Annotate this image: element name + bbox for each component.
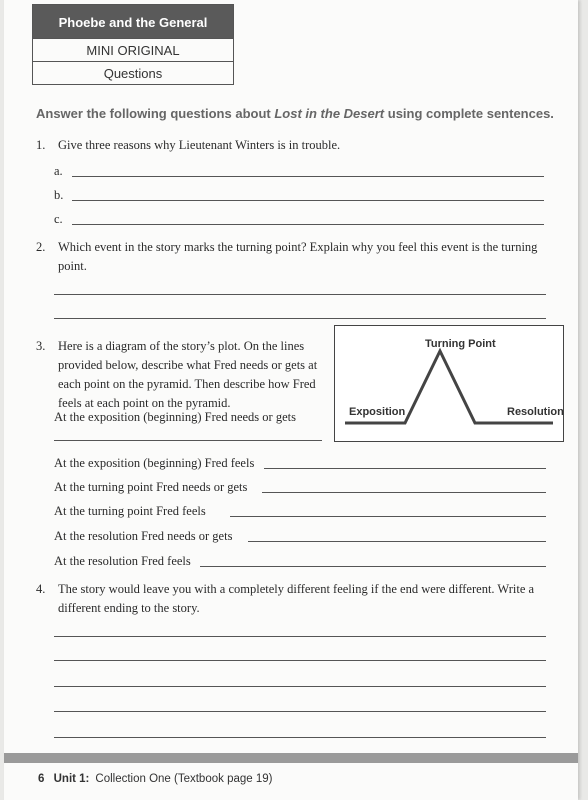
answer-line-resolution-needs[interactable] (248, 541, 546, 542)
question-1 (36, 136, 556, 236)
header-box (32, 4, 234, 85)
page-number: 6 (38, 773, 45, 785)
question-text-line4: feels at each point on the pyramid. (58, 396, 231, 410)
question-number: 3. (36, 339, 46, 353)
answer-label-b: b. (54, 188, 64, 202)
prompt-exposition-feels: At the exposition (beginning) Fred feels (54, 456, 255, 470)
instructions-post: using complete sentences. (384, 106, 554, 121)
answer-line-4c[interactable] (54, 686, 546, 687)
instructions-pre: Answer the following questions about (36, 106, 275, 121)
prompt-turning-feels: At the turning point Fred feels (54, 504, 206, 518)
footer-unit: Unit 1: (53, 773, 90, 785)
header-title: Phoebe and the General (33, 5, 233, 38)
header-section: Questions (33, 61, 233, 84)
header-subtitle: MINI ORIGINAL (33, 38, 233, 61)
answer-line-4d[interactable] (54, 711, 546, 712)
footer-text: Collection One (Textbook page 19) (95, 773, 273, 785)
answer-line-4a[interactable] (54, 636, 546, 637)
answer-label-a: a. (54, 164, 63, 178)
label-exposition: Exposition (349, 406, 406, 418)
question-text-line2: point. (58, 259, 87, 273)
answer-label-c: c. (54, 212, 63, 226)
answer-line-1b[interactable] (72, 200, 544, 201)
question-2 (36, 238, 556, 278)
question-3 (36, 337, 336, 417)
answer-line-2a[interactable] (54, 294, 546, 295)
answer-line-4b[interactable] (54, 660, 546, 661)
question-text-line2: different ending to the story. (58, 601, 200, 615)
answer-line-4e[interactable] (54, 737, 546, 738)
question-text-line1: Which event in the story marks the turning point? Explain why you feel this event is the turning (58, 240, 538, 254)
question-text-line1: The story would leave you with a completely different feeling if the end were different. Write a (58, 582, 535, 596)
footer (38, 773, 272, 785)
question-text-line1: Here is a diagram of the story’s plot. On the lines (58, 339, 305, 353)
prompt-turning-needs: At the turning point Fred needs or gets (54, 480, 248, 494)
prompt-exposition-needs: At the exposition (beginning) Fred needs or gets (54, 410, 296, 424)
question-text-line3: each point on the pyramid. Then describe how Fred (58, 377, 316, 391)
label-resolution: Resolution (507, 406, 564, 418)
question-number: 1. (36, 138, 46, 152)
answer-line-exposition-needs[interactable] (54, 440, 322, 441)
answer-line-exposition-feels[interactable] (264, 468, 546, 469)
instructions (36, 106, 554, 121)
answer-line-turning-feels[interactable] (230, 516, 546, 517)
question-number: 2. (36, 240, 46, 254)
worksheet-page (4, 0, 578, 800)
prompt-resolution-needs: At the resolution Fred needs or gets (54, 529, 233, 543)
answer-line-1c[interactable] (72, 224, 544, 225)
prompt-resolution-feels: At the resolution Fred feels (54, 554, 191, 568)
footer-bar (4, 753, 578, 763)
plot-pyramid-diagram (334, 325, 564, 442)
instructions-book-title: Lost in the Desert (274, 106, 385, 121)
label-turning-point: Turning Point (425, 338, 496, 350)
answer-line-turning-needs[interactable] (262, 492, 546, 493)
question-text-line2: provided below, describe what Fred needs or gets at (58, 358, 318, 372)
question-4 (36, 580, 556, 620)
question-number: 4. (36, 582, 46, 596)
answer-line-resolution-feels[interactable] (200, 566, 546, 567)
question-text: Give three reasons why Lieutenant Winters is in trouble. (58, 138, 341, 152)
answer-line-1a[interactable] (72, 176, 544, 177)
answer-line-2b[interactable] (54, 318, 546, 319)
